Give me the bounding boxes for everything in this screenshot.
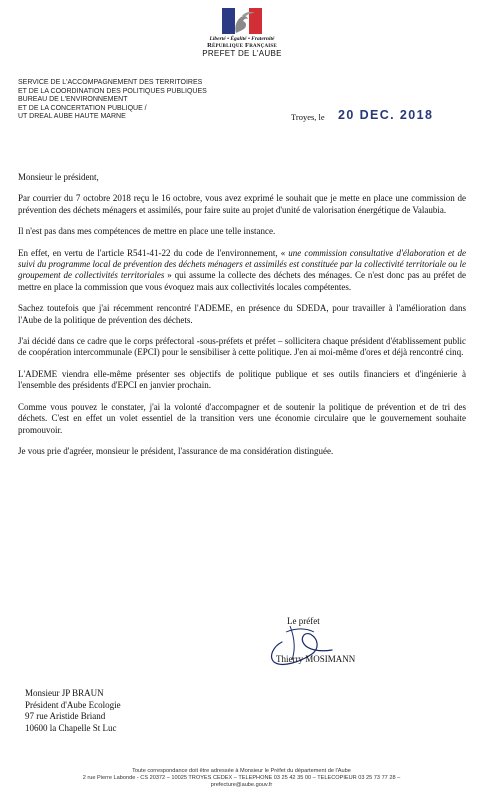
footer-line: prefecture@aube.gouv.fr — [210, 781, 273, 788]
prefecture-logo — [196, 8, 288, 58]
paragraph-2: Il n'est pas dans mes compétences de mettre en place une telle instance. — [18, 226, 276, 237]
service-block — [18, 79, 258, 122]
paragraph-3-end: » qui assume la collecte des déchets des ménages. Ce n'est donc pas au préfet de mettre en place la commission que vous évoquez mais aux collectivités locales compétentes. — [18, 270, 466, 292]
recipient-line: 10600 la Chapelle St Luc — [25, 722, 117, 733]
paragraph-3-intro: En effet, en vertu de l'article R541-41-22 du code de l'environnement, « — [18, 247, 289, 258]
footer-line: Toute correspondance doit être adressée à Monsieur le Préfet du département de l'Aube — [132, 768, 351, 774]
footer-line: 2 rue Pierre Labonde - CS 20372 – 10025 TROYES CEDEX – TELEPHONE 03 25 42 35 00 – TELECOPIEUR 03 25 73 77 28 – — [82, 774, 401, 781]
handwritten-signature-icon — [260, 612, 400, 674]
marianne-logo-icon — [222, 8, 262, 34]
date-stamp: 20 DEC. 2018 — [338, 108, 434, 122]
signature-name: Thierry MOSIMANN — [276, 654, 356, 664]
paragraph-4: Sachez toutefois que j'ai récemment rencontré l'ADEME, en présence du SDEDA, pour travailler à l'amélioration dans l'Aube de la politique de prévention des déchets. — [18, 303, 466, 325]
legal-quote: une commission consultative d'élaboration et de suivi du programme local de prévention des déchets ménagers et assimilés est constituée par la collectivité territoriale ou le groupement de collectivités territoriales — [18, 247, 466, 281]
signature-title: Le préfet — [287, 616, 320, 626]
paragraph-6: L'ADEME viendra elle-même présenter ses objectifs de politique publique et ses outils financiers et d'ingénierie à l'ensemble des présidents d'EPCI en janvier prochain. — [18, 368, 466, 391]
paragraph-8: Je vous prie d'agréer, monsieur le président, l'assurance de ma considération distinguée. — [18, 445, 334, 456]
signature-block — [260, 612, 400, 674]
paragraph-5: J'ai décidé dans ce cadre que le corps préfectoral -sous-préfets et préfet – sollicitera chaque président d'établissement public de coopération intercommunale (EPCI) pour le sensibiliser à cette politique. J'en ai moi-même d'ores et déjà rencontré cinq. — [18, 336, 466, 358]
service-line: ET DE LA CONCERTATION PUBLIQUE / — [18, 104, 147, 112]
paragraph-1: Par courrier du 7 octobre 2018 reçu le 16 octobre, vous avez exprimé le souhait que je mette en place une commission de prévention des déchets ménagers et assimilés, pour faire suite au projet d'unité de valorisation énergétique de Valaubia. — [18, 193, 466, 215]
letter-footer — [0, 768, 483, 788]
letter-body — [18, 172, 466, 457]
recipient-address — [25, 688, 121, 734]
service-line: SERVICE DE L'ACCOMPAGNEMENT DES TERRITOIRES — [18, 79, 203, 86]
recipient-line: 97 rue Aristide Briand — [25, 711, 106, 722]
salutation: Monsieur le président, — [18, 172, 99, 182]
service-line: ET DE LA COORDINATION DES POLITIQUES PUBLIQUES — [18, 87, 207, 95]
paragraph-3 — [18, 248, 466, 294]
paragraph-7: Comme vous pouvez le constater, j'ai la volonté d'accompagner et de soutenir la politique de prévention et de tri des déchets. C'est en effet un volet essentiel de la transition vers une économie circulaire que le gouvernement souhaite promouvoir. — [18, 401, 466, 435]
service-line: UT DREAL AUBE HAUTE MARNE — [18, 113, 126, 121]
service-line: BUREAU DE L'ENVIRONNEMENT — [18, 96, 128, 104]
recipient-line: Président d'Aube Ecologie — [25, 699, 121, 710]
prefecture-name: PREFET DE L'AUBE — [202, 49, 282, 58]
recipient-line: Monsieur JP BRAUN — [25, 688, 104, 698]
republic-name: République Française — [207, 42, 277, 49]
letter-place: Troyes, le — [291, 112, 325, 122]
motto: Liberté • Égalité • Fraternité — [209, 36, 275, 42]
